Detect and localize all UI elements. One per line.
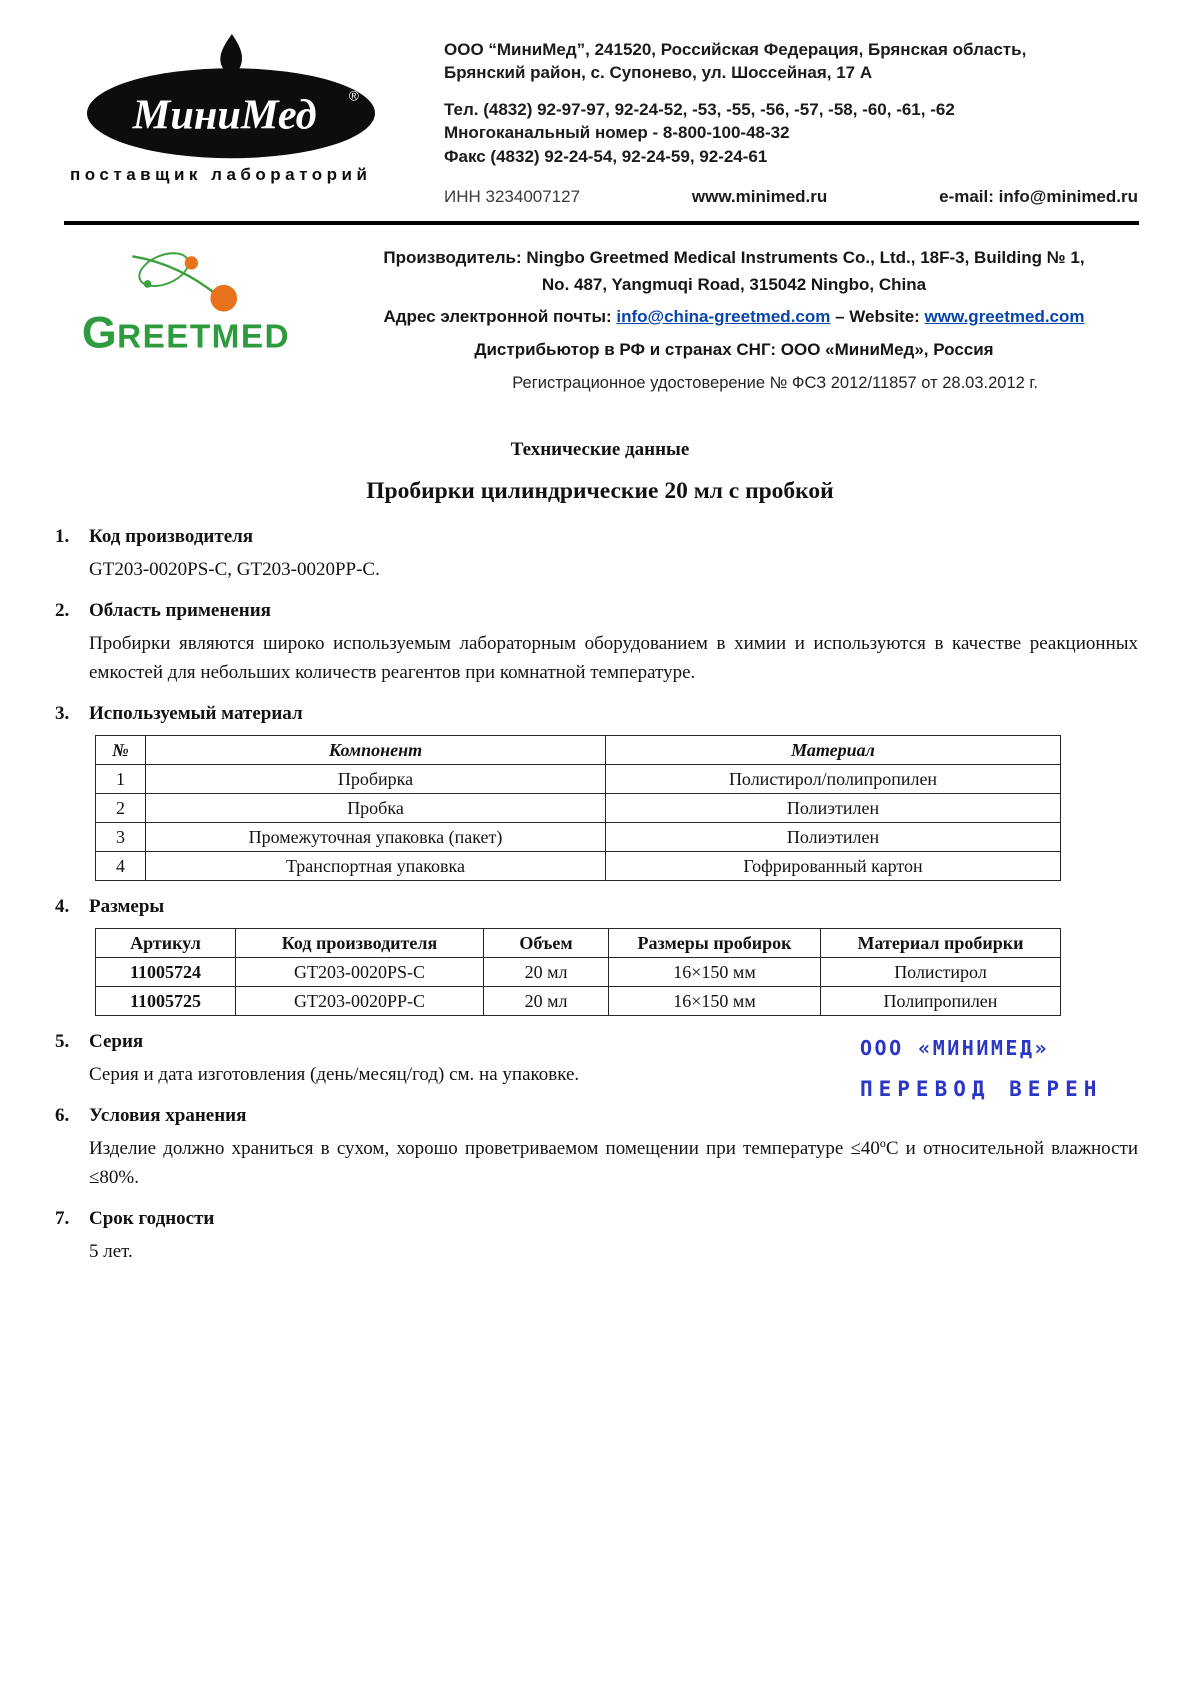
leaf-outline xyxy=(135,246,193,292)
inn-number: ИНН 3234007127 xyxy=(444,187,581,207)
cell: 20 мл xyxy=(484,958,609,987)
col-header-number: № xyxy=(96,736,146,765)
phones-group xyxy=(444,98,1138,168)
brand-name: МиниМед xyxy=(132,91,317,139)
col-header-material: Материал xyxy=(606,736,1061,765)
cell: Пробка xyxy=(146,794,606,823)
manufacturer-info xyxy=(330,235,1138,396)
table-row xyxy=(96,987,1061,1016)
section-number: 2. xyxy=(55,600,70,622)
cell-article: 11005725 xyxy=(96,987,236,1016)
cell: Транспортная упаковка xyxy=(146,852,606,881)
cell: Полистирол xyxy=(821,958,1061,987)
section-heading xyxy=(55,600,1138,622)
cell: Гофрированный картон xyxy=(606,852,1061,881)
minimed-header xyxy=(0,0,1200,209)
section-number: 5. xyxy=(55,1031,70,1053)
section-materials xyxy=(55,703,1138,881)
col-header-component: Компонент xyxy=(146,736,606,765)
section-heading xyxy=(55,1105,1138,1127)
email-label: Адрес электронной почты: xyxy=(383,306,617,326)
table-row xyxy=(96,852,1061,881)
cell: 4 xyxy=(96,852,146,881)
manufacturer-links xyxy=(330,304,1138,330)
section-storage xyxy=(55,1105,1138,1193)
greetmed-website-link[interactable]: www.greetmed.com xyxy=(924,306,1085,326)
distributor-line: Дистрибьютор в РФ и странах СНГ: ООО «МиниМед», Россия xyxy=(474,340,994,360)
cell: 3 xyxy=(96,823,146,852)
section-number: 3. xyxy=(55,703,70,725)
section-text: GT203-0020PS-C, GT203-0020PP-C. xyxy=(89,559,380,581)
cell: 20 мл xyxy=(484,987,609,1016)
cell: 16×150 мм xyxy=(609,987,821,1016)
section-text: 5 лет. xyxy=(89,1240,133,1262)
manufacturer-block xyxy=(0,225,1200,396)
section-number: 7. xyxy=(55,1207,70,1229)
table-row xyxy=(96,794,1061,823)
section-sizes xyxy=(55,896,1138,1016)
manufacturer-line1: Производитель: Ningbo Greetmed Medical Instruments Co., Ltd., 18F-3, Building № 1, xyxy=(383,247,1085,267)
greetmed-letter-g: G xyxy=(81,307,117,358)
cell: GT203-0020PS-C xyxy=(236,958,484,987)
materials-table xyxy=(95,735,1061,881)
table-row xyxy=(96,958,1061,987)
address-line: ООО “МиниМед”, 241520, Российская Федерация, Брянская область, xyxy=(444,40,1027,59)
sizes-table xyxy=(95,928,1061,1016)
green-dot xyxy=(144,280,152,288)
cell: Полиэтилен xyxy=(606,823,1061,852)
section-heading xyxy=(55,526,1138,548)
flame-icon xyxy=(220,34,242,73)
table-header-row xyxy=(96,929,1061,958)
inn-row xyxy=(444,185,1138,208)
greetmed-wordmark: REETMED xyxy=(117,318,291,356)
section-shelf-life xyxy=(55,1208,1138,1267)
cell: Полистирол/полипропилен xyxy=(606,765,1061,794)
registered-mark: ® xyxy=(348,88,359,104)
doc-subtitle: Технические данные xyxy=(510,439,690,461)
cell: GT203-0020PP-C xyxy=(236,987,484,1016)
section-heading xyxy=(55,703,1138,725)
section-application xyxy=(55,600,1138,688)
website-text: www.minimed.ru xyxy=(691,187,828,207)
page-title: Пробирки цилиндрические 20 мл с пробкой xyxy=(366,478,834,505)
manufacturer-line2: No. 487, Yangmuqi Road, 315042 Ningbo, China xyxy=(541,275,927,295)
table-row xyxy=(96,823,1061,852)
registration-line: Регистрационное удостоверение № ФСЗ 2012/11857 от 28.03.2012 г. xyxy=(512,373,1038,392)
col-header-article: Артикул xyxy=(96,929,236,958)
minimed-logo xyxy=(62,30,402,209)
fax-line: Факс (4832) 92-24-54, 92-24-59, 92-24-61 xyxy=(444,146,768,166)
orange-dot-large xyxy=(210,285,237,312)
cell: Полипропилен xyxy=(821,987,1061,1016)
cell: Полиэтилен xyxy=(606,794,1061,823)
table-header-row xyxy=(96,736,1061,765)
email-text: e-mail: info@minimed.ru xyxy=(939,187,1138,207)
section-title: Условия хранения xyxy=(89,1104,247,1126)
section-number: 6. xyxy=(55,1104,70,1126)
section-title: Код производителя xyxy=(89,526,254,548)
document-body xyxy=(0,505,1200,1266)
minimed-logo-graphic xyxy=(70,34,392,160)
contact-block xyxy=(444,30,1138,209)
multichannel-line: Многоканальный номер - 8-800-100-48-32 xyxy=(444,123,790,143)
greetmed-email-link[interactable]: info@china-greetmed.com xyxy=(616,306,831,326)
greetmed-logo xyxy=(62,235,330,396)
table-row xyxy=(96,765,1061,794)
translation-stamp xyxy=(860,1036,1102,1101)
logo-tagline: поставщик лабораторий xyxy=(70,165,372,184)
cell: Пробирка xyxy=(146,765,606,794)
orange-dot-small xyxy=(185,256,198,269)
cell-article: 11005724 xyxy=(96,958,236,987)
col-header-volume: Объем xyxy=(484,929,609,958)
cell: 1 xyxy=(96,765,146,794)
section-text: Серия и дата изготовления (день/месяц/год) см. на упаковке. xyxy=(89,1064,580,1086)
col-header-dimensions: Размеры пробирок xyxy=(609,929,821,958)
section-number: 1. xyxy=(55,526,70,548)
cell: 16×150 мм xyxy=(609,958,821,987)
section-title: Используемый материал xyxy=(89,703,303,725)
section-manufacturer-code xyxy=(55,526,1138,585)
section-heading xyxy=(55,1208,1138,1230)
cell: 2 xyxy=(96,794,146,823)
section-title: Серия xyxy=(89,1031,144,1053)
col-header-material: Материал пробирки xyxy=(821,929,1061,958)
website-label: – Website: xyxy=(835,306,925,326)
stem-line xyxy=(132,256,221,298)
section-title: Размеры xyxy=(89,896,165,918)
phone-line: Тел. (4832) 92-97-97, 92-24-52, -53, -55, -56, -57, -58, -60, -61, -62 xyxy=(444,99,955,119)
stamp-company: ООО «МИНИМЕД» xyxy=(860,1036,1050,1060)
stamp-verified: ПЕРЕВОД ВЕРЕН xyxy=(860,1077,1103,1101)
section-number: 4. xyxy=(55,896,70,918)
section-heading xyxy=(55,896,1138,918)
section-text: Изделие должно храниться в сухом, хорошо проветриваемом помещении при температуре ≤40ºС и относительной влажности ≤80%. xyxy=(89,1137,1138,1188)
section-text: Пробирки являются широко используемым лабораторным оборудованием в химии и используются в качестве реакционных емкостей для небольших количеств реагентов при комнатной температуре. xyxy=(89,633,1138,684)
section-title: Область применения xyxy=(89,600,271,622)
greetmed-logo-graphic xyxy=(80,243,318,361)
cell: Промежуточная упаковка (пакет) xyxy=(146,823,606,852)
col-header-code: Код производителя xyxy=(236,929,484,958)
address-line: Брянский район, с. Супонево, ул. Шоссейная, 17 А xyxy=(444,63,873,83)
section-title: Срок годности xyxy=(89,1207,215,1229)
